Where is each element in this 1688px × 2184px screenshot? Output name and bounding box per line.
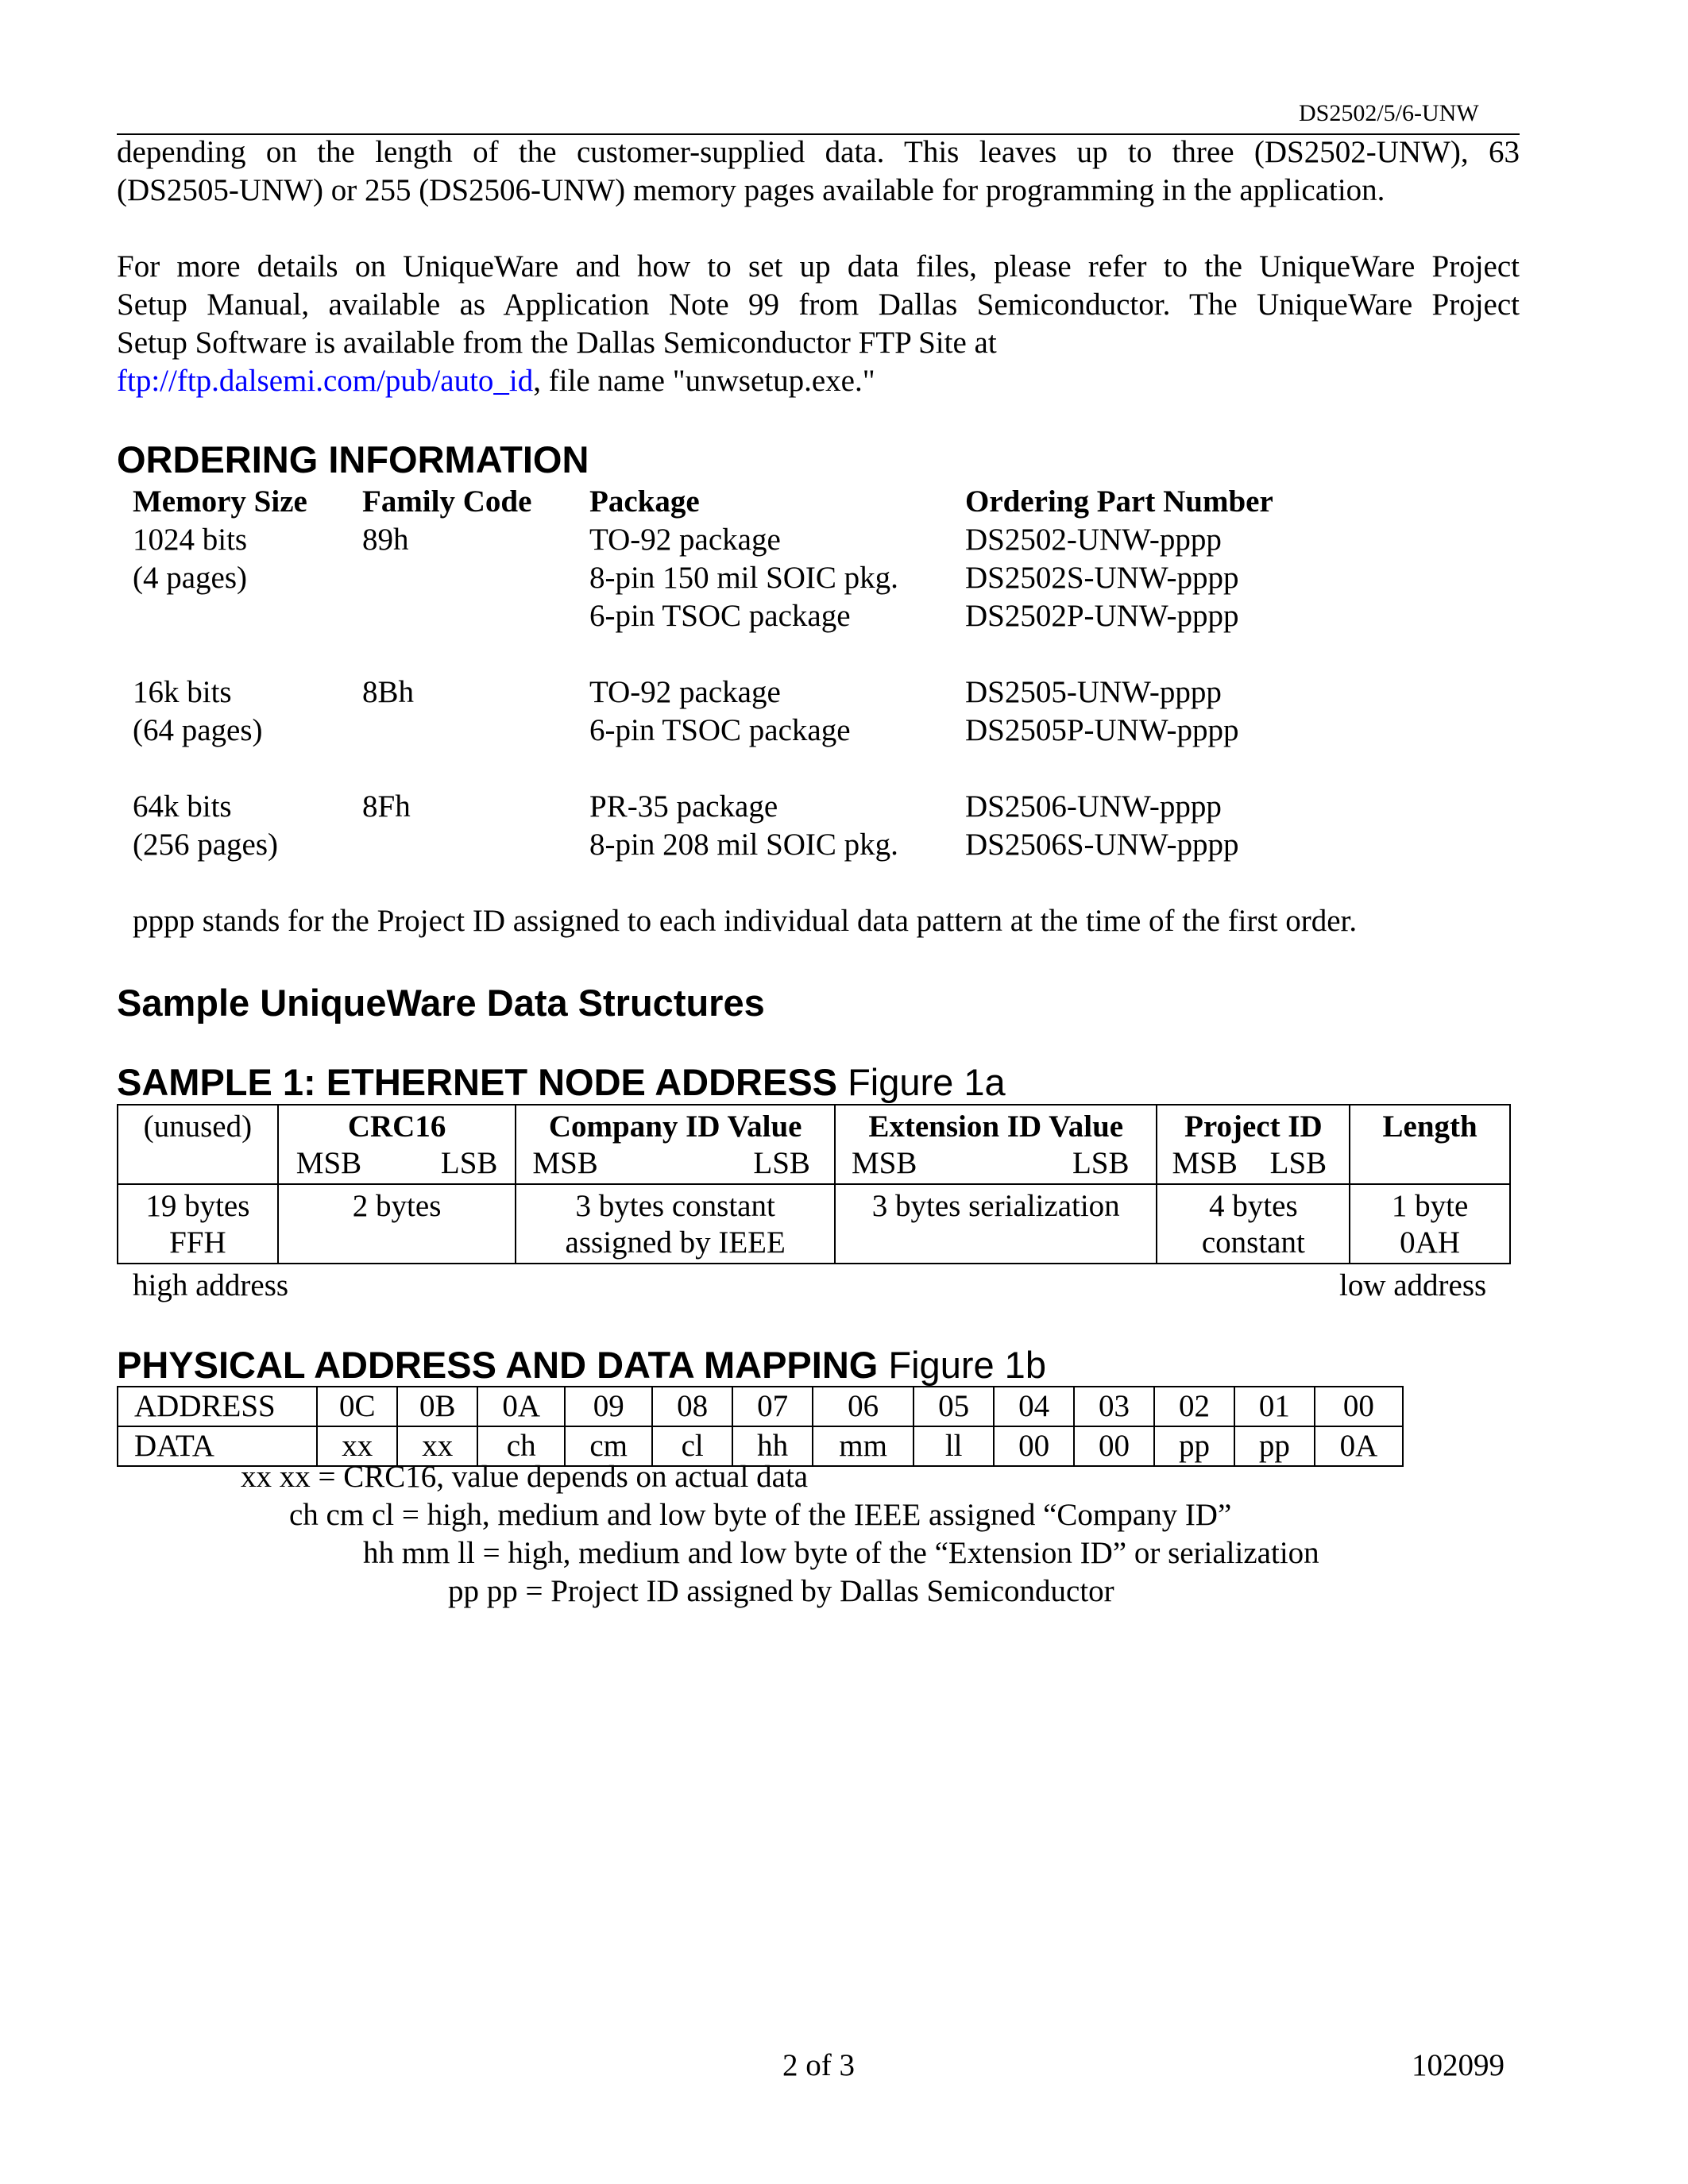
legend-line: ch cm cl = high, medium and low byte of the IEEE assigned “Company ID” <box>289 1498 1232 1532</box>
table-row <box>118 1387 1403 1426</box>
col-package: Package <box>589 484 700 519</box>
package-item: 8-pin 208 mil SOIC pkg. <box>589 828 898 862</box>
details-paragraph <box>117 248 1520 400</box>
table-cell <box>835 1184 1157 1264</box>
page-number: 2 of 3 <box>782 2048 855 2082</box>
details-line-2: Setup Manual, available as Application Note 99 from Dallas Semiconductor. The UniqueWare Project <box>117 287 1520 322</box>
cell-title: Extension ID Value <box>868 1109 1124 1144</box>
table-cell <box>1157 1105 1350 1184</box>
sample1-heading <box>117 1060 1006 1104</box>
group1-size-bits: 1024 bits <box>133 523 248 557</box>
group3-parts <box>965 788 1239 864</box>
cell-value: FFH <box>169 1225 226 1260</box>
col-memory-size: Memory Size <box>133 484 307 519</box>
table-cell: 0A <box>1315 1426 1403 1466</box>
part-item: DS2506S-UNW-pppp <box>965 828 1239 862</box>
sample-structures-heading: Sample UniqueWare Data Structures <box>117 982 765 1024</box>
group2-size-pages: (64 pages) <box>133 713 263 747</box>
table-cell: cl <box>652 1426 732 1466</box>
table-cell <box>1157 1184 1350 1264</box>
intro-line-2: (DS2505-UNW) or 255 (DS2506-UNW) memory pages available for programming in the application. <box>117 173 1385 207</box>
sample1-table <box>117 1104 1511 1264</box>
table-cell <box>118 1184 278 1264</box>
ordering-heading: ORDERING INFORMATION <box>117 438 589 480</box>
part-item: DS2506-UNW-pppp <box>965 789 1222 824</box>
cell-msb: MSB <box>532 1146 598 1180</box>
part-item: DS2502P-UNW-pppp <box>965 599 1239 633</box>
cell-value: 1 byte <box>1391 1189 1469 1223</box>
cell-title: Length <box>1382 1109 1477 1144</box>
group2-size <box>133 673 263 750</box>
table-cell: 02 <box>1154 1387 1234 1426</box>
legend-line: hh mm ll = high, medium and low byte of the “Extension ID” or serialization <box>363 1536 1319 1570</box>
table-cell: 00 <box>1074 1426 1154 1466</box>
cell-title: Company ID Value <box>548 1109 802 1144</box>
table-cell: 03 <box>1074 1387 1154 1426</box>
cell-value: 3 bytes serialization <box>871 1189 1120 1223</box>
mapping-table <box>117 1386 1404 1467</box>
group3-size-bits: 64k bits <box>133 789 232 824</box>
group2-packages <box>589 673 851 750</box>
table-cell: pp <box>1234 1426 1315 1466</box>
sample1-heading-figure: Figure 1a <box>837 1061 1006 1103</box>
details-line-4-rest: , file name "unwsetup.exe." <box>533 364 875 398</box>
table-cell <box>118 1105 278 1184</box>
cell-value: 0AH <box>1400 1225 1461 1260</box>
table-cell: 07 <box>732 1387 813 1426</box>
group3-family: 8Fh <box>362 789 411 824</box>
table-cell: ch <box>477 1426 565 1466</box>
package-item: 6-pin TSOC package <box>589 713 851 747</box>
sample1-heading-title: SAMPLE 1: ETHERNET NODE ADDRESS <box>117 1061 838 1103</box>
part-item: DS2505-UNW-pppp <box>965 675 1222 709</box>
col-family-code: Family Code <box>362 484 532 519</box>
cell-title: (unused) <box>143 1109 253 1144</box>
group1-size-pages: (4 pages) <box>133 561 248 595</box>
document-number: 102099 <box>1412 2048 1505 2082</box>
cell-value: 2 bytes <box>352 1189 442 1223</box>
low-address-label: low address <box>1339 1268 1487 1302</box>
cell-msb: MSB <box>1172 1146 1238 1180</box>
running-header: DS2502/5/6-UNW <box>1299 100 1479 126</box>
group2-size-bits: 16k bits <box>133 675 232 709</box>
details-line-4 <box>117 362 1520 400</box>
cell-msb: MSB <box>295 1146 362 1180</box>
table-cell: mm <box>813 1426 914 1466</box>
table-cell: cm <box>565 1426 652 1466</box>
ordering-note: pppp stands for the Project ID assigned to each individual data pattern at the time of the first order. <box>133 904 1358 938</box>
table-cell <box>1350 1105 1510 1184</box>
table-cell: 01 <box>1234 1387 1315 1426</box>
legend-line: xx xx = CRC16, value depends on actual data <box>241 1460 809 1494</box>
table-cell: 05 <box>914 1387 994 1426</box>
col-part-number: Ordering Part Number <box>965 484 1273 519</box>
cell-title: CRC16 <box>347 1109 446 1144</box>
table-cell: 0B <box>397 1387 477 1426</box>
mapping-heading-title: PHYSICAL ADDRESS AND DATA MAPPING <box>117 1344 879 1386</box>
cell-value: 4 bytes <box>1209 1189 1298 1223</box>
part-item: DS2502S-UNW-pppp <box>965 561 1239 595</box>
package-item: TO-92 package <box>589 675 781 709</box>
table-cell <box>516 1105 835 1184</box>
group1-size <box>133 521 247 597</box>
package-item: 6-pin TSOC package <box>589 599 851 633</box>
details-line-1: For more details on UniqueWare and how to set up data files, please refer to the UniqueWare Project <box>117 249 1520 284</box>
cell-value: assigned by IEEE <box>565 1225 786 1260</box>
table-cell: hh <box>732 1426 813 1466</box>
ftp-link[interactable]: ftp://ftp.dalsemi.com/pub/auto_id <box>117 364 534 398</box>
cell-value: constant <box>1201 1225 1305 1260</box>
high-address-label: high address <box>133 1268 289 1302</box>
table-row <box>118 1105 1510 1184</box>
part-item: DS2505P-UNW-pppp <box>965 713 1239 747</box>
cell-lsb: LSB <box>753 1146 810 1180</box>
address-row-label: ADDRESS <box>118 1387 317 1426</box>
package-item: TO-92 package <box>589 523 781 557</box>
legend-line: pp pp = Project ID assigned by Dallas Semiconductor <box>448 1574 1114 1608</box>
group2-parts <box>965 673 1239 750</box>
table-cell: 08 <box>652 1387 732 1426</box>
group2-family: 8Bh <box>362 675 415 709</box>
group3-packages <box>589 788 898 864</box>
table-cell <box>835 1105 1157 1184</box>
table-cell: 09 <box>565 1387 652 1426</box>
table-cell: pp <box>1154 1426 1234 1466</box>
table-cell <box>278 1105 516 1184</box>
table-cell: 06 <box>813 1387 914 1426</box>
package-item: PR-35 package <box>589 789 778 824</box>
details-line-3: Setup Software is available from the Dallas Semiconductor FTP Site at <box>117 326 997 360</box>
table-cell: 04 <box>994 1387 1074 1426</box>
intro-paragraph <box>117 133 1520 210</box>
mapping-heading-figure: Figure 1b <box>878 1344 1046 1386</box>
package-item: 8-pin 150 mil SOIC pkg. <box>589 561 898 595</box>
table-cell: 0A <box>477 1387 565 1426</box>
table-cell: 0C <box>317 1387 397 1426</box>
data-row-label: DATA <box>118 1426 317 1466</box>
cell-lsb: LSB <box>1269 1146 1327 1180</box>
intro-line-1: depending on the length of the customer-supplied data. This leaves up to three (DS2502-UNW), 63 <box>117 135 1520 169</box>
cell-lsb: LSB <box>440 1146 498 1180</box>
table-cell <box>278 1184 516 1264</box>
table-cell <box>1350 1184 1510 1264</box>
table-cell: xx <box>397 1426 477 1466</box>
table-cell: xx <box>317 1426 397 1466</box>
group3-size-pages: (256 pages) <box>133 828 279 862</box>
group1-packages <box>589 521 898 635</box>
mapping-heading <box>117 1343 1046 1387</box>
cell-lsb: LSB <box>1072 1146 1130 1180</box>
table-cell <box>516 1184 835 1264</box>
table-cell: 00 <box>994 1426 1074 1466</box>
cell-value: 19 bytes <box>145 1189 250 1223</box>
table-cell: 00 <box>1315 1387 1403 1426</box>
group3-size <box>133 788 278 864</box>
table-row <box>118 1184 1510 1264</box>
cell-msb: MSB <box>851 1146 917 1180</box>
part-item: DS2502-UNW-pppp <box>965 523 1222 557</box>
cell-title: Project ID <box>1184 1109 1323 1144</box>
group1-family: 89h <box>362 523 409 557</box>
cell-value: 3 bytes constant <box>575 1189 775 1223</box>
group1-parts <box>965 521 1239 635</box>
table-cell: ll <box>914 1426 994 1466</box>
